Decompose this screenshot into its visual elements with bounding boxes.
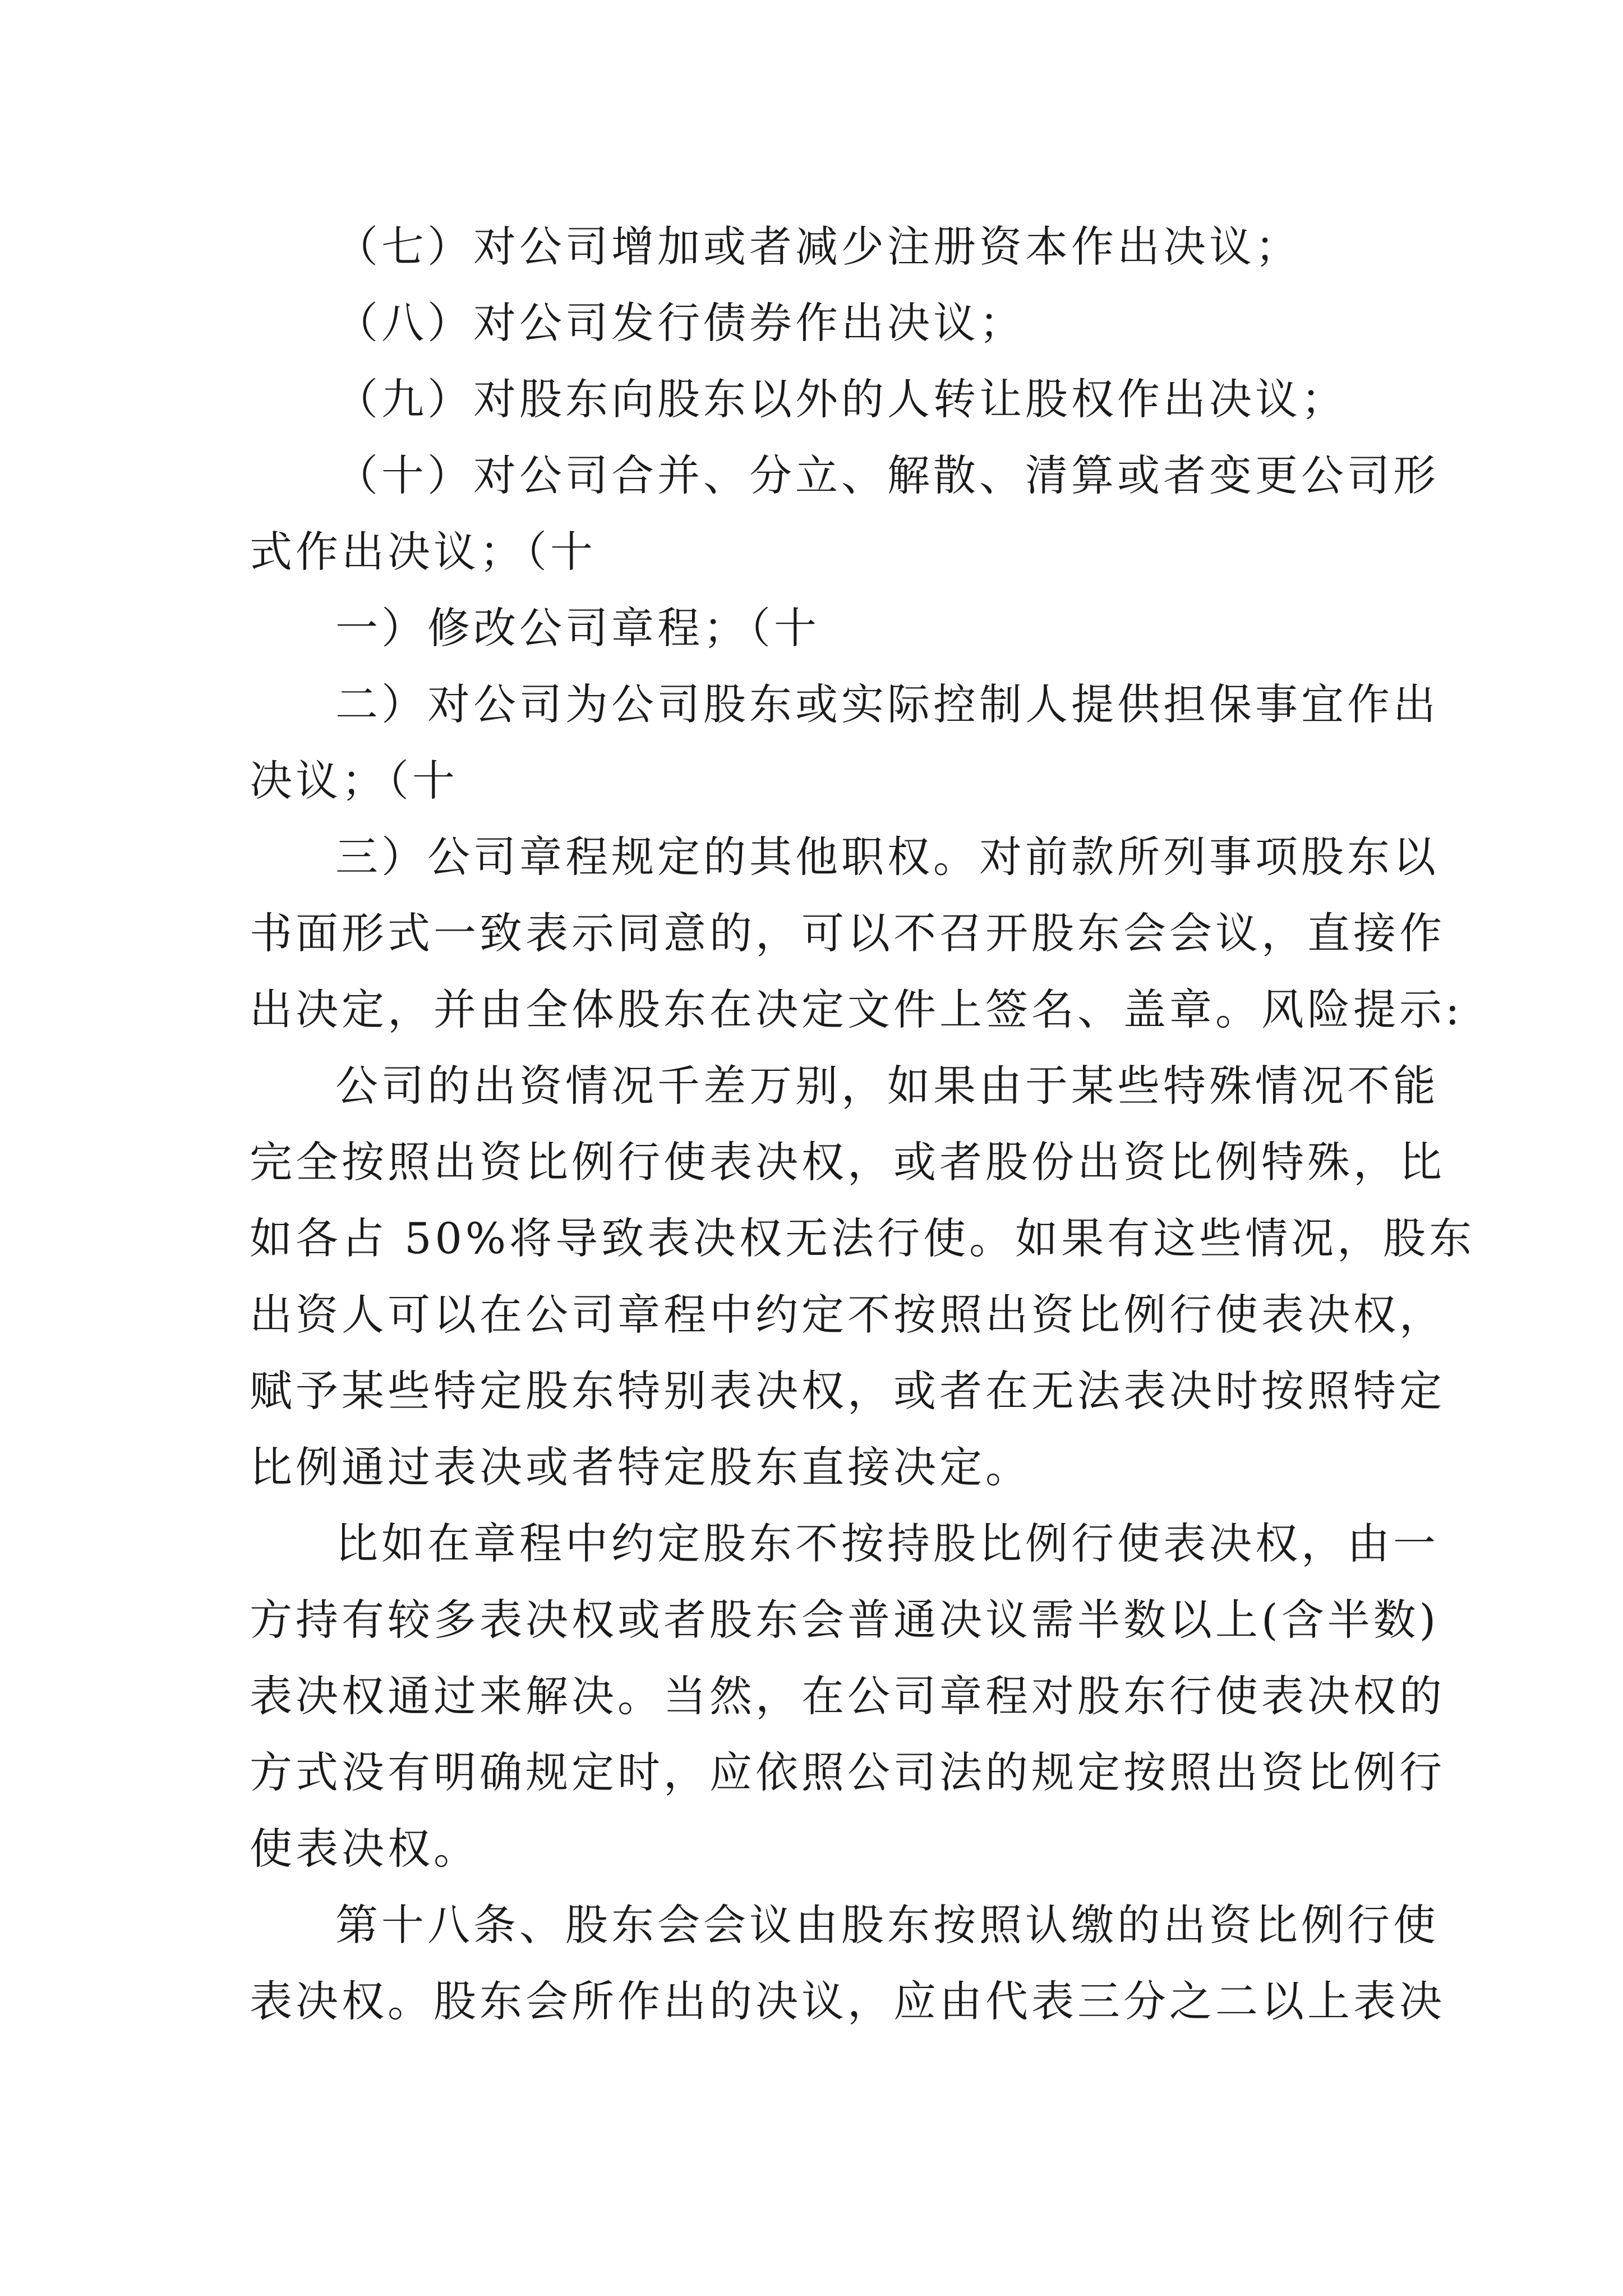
text-line: 决议；（十: [250, 756, 458, 806]
text-line: 第十八条、股东会会议由股东按照认缴的出资比例行使: [335, 1900, 1439, 1950]
text-line: 完全按照出资比例行使表决权，或者股份出资比例特殊，比: [250, 1137, 1445, 1187]
text-line: 书面形式一致表示同意的，可以不召开股东会会议，直接作: [250, 908, 1445, 958]
text-line: 比如在章程中约定股东不按持股比例行使表决权，由一: [335, 1519, 1439, 1568]
text-line: 赋予某些特定股东特别表决权，或者在无法表决时按照特定: [250, 1366, 1445, 1416]
text-line: 式作出决议；（十: [250, 527, 596, 577]
text-line: 比例通过表决或者特定股东直接决定。: [250, 1442, 1031, 1492]
text-line: （九）对股东向股东以外的人转让股权作出决议；: [335, 374, 1347, 424]
text-line: 出决定，并由全体股东在决定文件上签名、盖章。风险提示:: [250, 984, 1463, 1034]
text-line: 出资人可以在公司章程中约定不按照出资比例行使表决权，: [250, 1290, 1445, 1340]
text-line: 表决权通过来解决。当然，在公司章程对股东行使表决权的: [250, 1671, 1445, 1721]
text-line: （十）对公司合并、分立、解散、清算或者变更公司形: [335, 450, 1439, 500]
text-line: 方持有较多表决权或者股东会普通决议需半数以上(含半数): [250, 1595, 1440, 1645]
text-line: 三）公司章程规定的其他职权。对前款所列事项股东以: [335, 832, 1439, 882]
text-line: （八）对公司发行债券作出决议；: [335, 298, 1025, 348]
text-line: 如各占 50%将导致表决权无法行使。如果有这些情况，股东: [250, 1213, 1476, 1263]
text-line: 二）对公司为公司股东或实际控制人提供担保事宜作出: [335, 679, 1439, 729]
text-line: 一）修改公司章程；（十: [335, 603, 820, 653]
text-line: 使表决权。: [250, 1824, 479, 1874]
text-line: 方式没有明确规定时，应依照公司法的规定按照出资比例行: [250, 1747, 1445, 1797]
text-line: （七）对公司增加或者减少注册资本作出决议；: [335, 222, 1301, 272]
text-line: 公司的出资情况千差万别，如果由于某些特殊情况不能: [335, 1061, 1439, 1111]
text-line: 表决权。股东会所作出的决议，应由代表三分之二以上表决: [250, 1976, 1445, 2026]
